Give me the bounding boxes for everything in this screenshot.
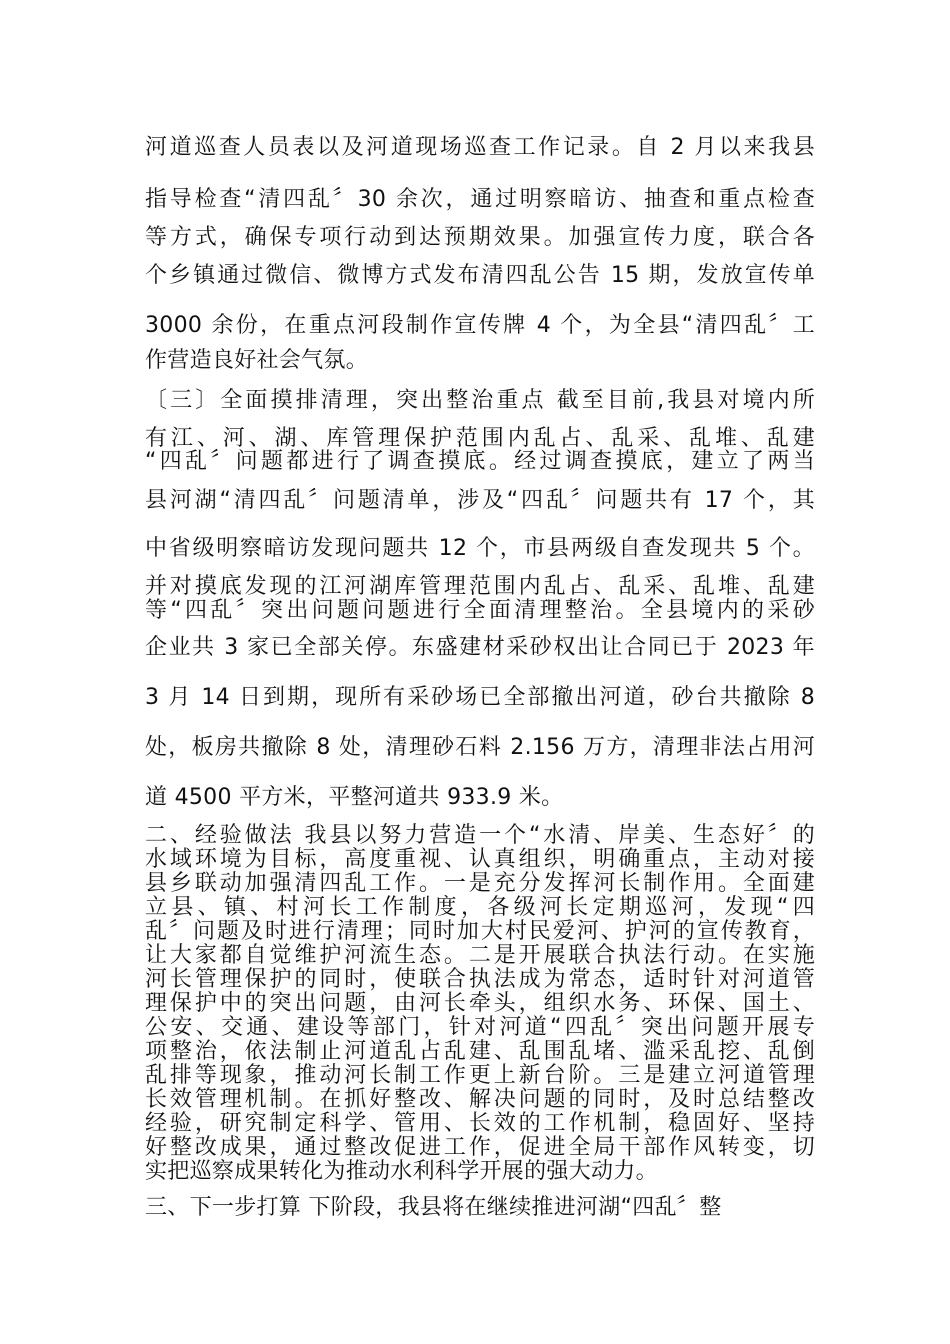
text-line: 项整治，依法制止河道乱占乱建、乱围乱堵、滥采乱挖、乱倒	[145, 1039, 815, 1064]
text-line: 处，板房共撤除 8 处，清理砂石料 2.156 万方，清理非法占用河	[145, 735, 815, 760]
text-line: 河长管理保护的同时，使联合执法成为常态，适时针对河道管	[145, 967, 815, 992]
text-line: 让大家都自觉维护河流生态。二是开展联合执法行动。在实施	[145, 943, 815, 968]
text-line: 等“四乱〞突出问题问题进行全面清理整治。全县境内的采砂	[145, 598, 815, 623]
text-line: 县河湖“清四乱〞问题清单，涉及“四乱〞问题共有 17 个，其	[145, 488, 815, 513]
text-line: 二、经验做法 我县以努力营造一个“水清、岸美、生态好〞的	[145, 823, 815, 848]
text-line: 并对摸底发现的江河湖库管理范围内乱占、乱采、乱堆、乱建	[145, 574, 815, 599]
text-line: 个乡镇通过微信、微博方式发布清四乱公告 15 期，发放宣传单	[145, 263, 815, 288]
text-line: 〔三〕全面摸排清理，突出整治重点 截至目前,我县对境内所	[145, 388, 815, 413]
text-line: 指导检查“清四乱〞30 余次，通过明察暗访、抽查和重点检查	[145, 187, 815, 212]
text-line: 有江、河、湖、库管理保护范围内乱占、乱采、乱堆、乱建	[145, 426, 815, 451]
text-line: 理保护中的突出问题，由河长牵头，组织水务、环保、国土、	[145, 991, 815, 1016]
text-line: 企业共 3 家已全部关停。东盛建材采砂权出让合同已于 2023 年	[145, 635, 815, 660]
text-line: 道 4500 平方米，平整河道共 933.9 米。	[145, 785, 564, 810]
text-line: 实把巡察成果转化为推动水利科学开展的强大动力。	[145, 1159, 658, 1184]
text-line: 乱排等现象，推动河长制工作更上新台阶。三是建立河道管理	[145, 1063, 815, 1088]
text-line: 县乡联动加强清四乱工作。一是充分发挥河长制作用。全面建	[145, 871, 815, 896]
text-line: 三、下一步打算 下阶段，我县将在继续推进河湖“四乱〞整	[145, 1195, 722, 1220]
text-line: 长效管理机制。在抓好整改、解决问题的同时，及时总结整改	[145, 1087, 815, 1112]
text-line: 水域环境为目标，高度重视、认真组织，明确重点，主动对接	[145, 847, 815, 872]
text-line: 乱〞问题及时进行清理；同时加大村民爱河、护河的宣传教育，	[145, 919, 815, 944]
text-line: 好整改成果，通过整改促进工作，促进全局干部作风转变，切	[145, 1135, 815, 1160]
text-line: 河道巡查人员表以及河道现场巡查工作记录。自 2 月以来我县	[145, 135, 815, 160]
text-line: 3 月 14 日到期，现所有采砂场已全部撤出河道，砂台共撤除 8	[145, 685, 815, 710]
text-line: 等方式，确保专项行动到达预期效果。加强宣传力度，联合各	[145, 225, 815, 250]
text-line: 作营造良好社会气氛。	[145, 348, 369, 373]
text-line: 中省级明察暗访发现问题共 12 个，市县两级自查发现共 5 个。	[145, 536, 815, 561]
text-line: 3000 余份，在重点河段制作宣传牌 4 个，为全县“清四乱〞工	[145, 313, 815, 338]
text-line: 经验，研究制定科学、管用、长效的工作机制，稳固好、坚持	[145, 1111, 815, 1136]
text-line: 公安、交通、建设等部门，针对河道“四乱〞突出问题开展专	[145, 1015, 815, 1040]
text-line: 立县、镇、村河长工作制度，各级河长定期巡河，发现“四	[145, 895, 815, 920]
text-line: “四乱〞问题都进行了调查摸底。经过调查摸底，建立了两当	[145, 449, 815, 474]
